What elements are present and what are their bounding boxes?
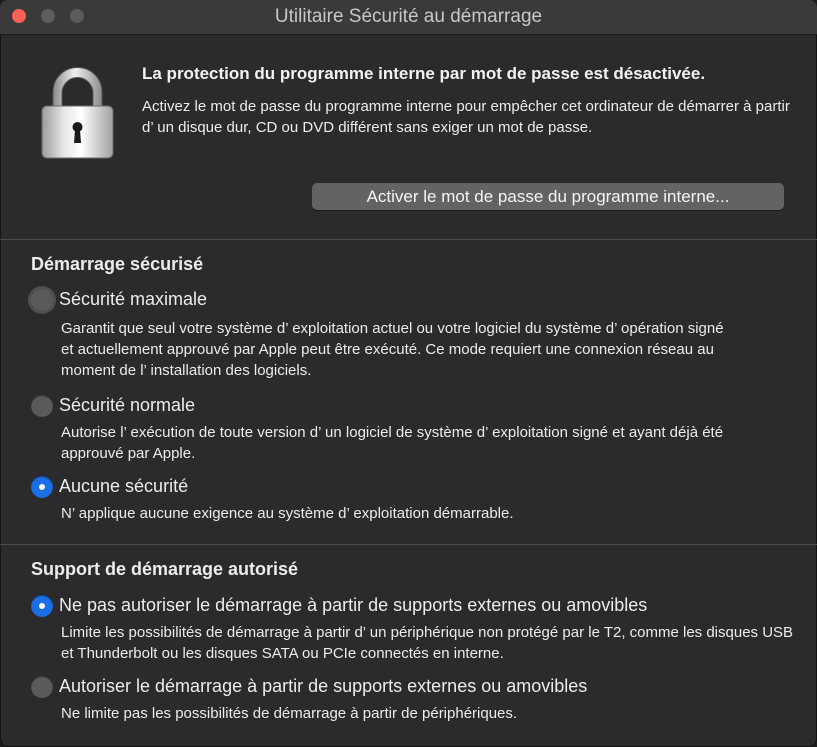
firmware-description: Activez le mot de passe du programme interne pour empêcher cet ordinateur de démarrer à partir d’ un disque dur, CD ou DVD différent sans exiger un mot de passe. — [142, 98, 790, 136]
option-description-medium-security: Autorise l’ exécution de toute version d’ un logiciel de système d’ exploitation signé et ayant déjà été approuvé par Apple. — [61, 424, 724, 462]
option-label-allow-external-boot[interactable]: Autoriser le démarrage à partir de supports externes ou amovibles — [59, 676, 588, 696]
option-description-no-security: N’ applique aucune exigence au système d’ exploitation démarrable. — [61, 505, 514, 522]
option-description-allow-external-boot: Ne limite pas les possibilités de démarrage à partir de périphériques. — [61, 705, 518, 722]
option-label-maximum-security[interactable]: Sécurité maximale — [59, 289, 208, 309]
firmware-status-headline: La protection du programme interne par mot de passe est désactivée. — [142, 64, 706, 83]
radio-no-security[interactable] — [31, 476, 53, 498]
allowed-media-title: Support de démarrage autorisé — [31, 559, 299, 579]
divider — [0, 544, 817, 545]
secure-boot-title: Démarrage sécurisé — [31, 254, 204, 274]
radio-disallow-external-boot[interactable] — [31, 595, 53, 617]
option-label-medium-security[interactable]: Sécurité normale — [59, 395, 196, 415]
radio-medium-security[interactable] — [31, 395, 53, 417]
divider — [0, 239, 817, 240]
option-label-no-security[interactable]: Aucune sécurité — [59, 476, 189, 496]
radio-allow-external-boot[interactable] — [31, 676, 53, 698]
radio-maximum-security[interactable] — [31, 289, 53, 311]
padlock-icon — [40, 64, 115, 160]
option-label-disallow-external-boot[interactable]: Ne pas autoriser le démarrage à partir de supports externes ou amovibles — [59, 595, 648, 615]
option-description-maximum-security: Garantit que seul votre système d’ exploitation actuel ou votre logiciel du système d’ opération signé et actuellement approuvé par Apple peut être exécuté. Ce mode requiert une connexion réseau au moment de l’ installation des logiciels. — [61, 320, 724, 379]
title-bar — [0, 0, 817, 35]
enable-firmware-password-button[interactable]: Activer le mot de passe du programme interne... — [312, 183, 784, 210]
window-title: Utilitaire Sécurité au démarrage — [274, 6, 543, 27]
option-description-disallow-external-boot: Limite les possibilités de démarrage à partir d’ un périphérique non protégé par le T2, comme les disques USB et Thunderbolt ou les disques SATA ou PCIe connectés en interne. — [61, 624, 794, 662]
